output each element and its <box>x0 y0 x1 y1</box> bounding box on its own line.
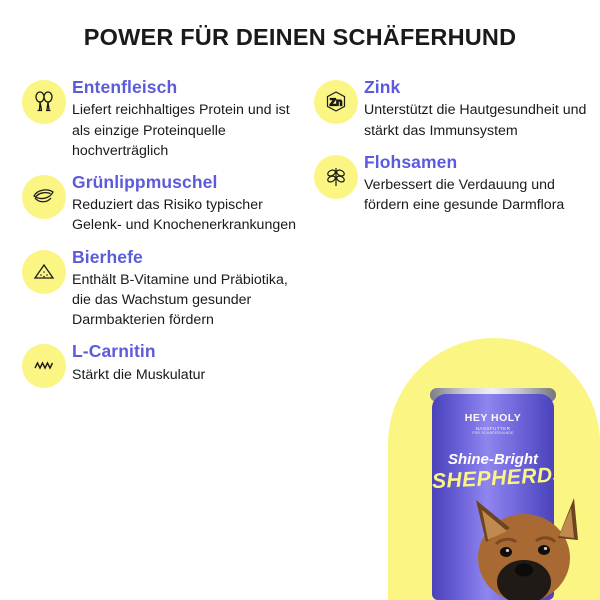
brand-name: HEY HOLY <box>464 412 522 424</box>
feature-text: Liefert reichhaltiges Protein und ist als einzige Proteinquelle hochverträglich <box>72 102 290 159</box>
features-column-right <box>310 70 595 227</box>
feature-title: Grünlippmuschel <box>72 171 218 192</box>
product-title-line2: SHEPHERDS <box>431 463 568 494</box>
psyllium-seed-icon <box>314 155 358 199</box>
feature-title: Entenfleisch <box>72 77 178 97</box>
product-title-line1: Shine-Bright <box>448 451 538 468</box>
feature-flohsamen <box>310 153 595 216</box>
feature-title: Bierhefe <box>72 246 143 267</box>
brand-subtitle-2: FÜR SCHÄFERHUNDE <box>472 431 514 435</box>
feature-title: Flohsamen <box>364 151 458 172</box>
dog-photo <box>458 484 600 600</box>
feature-title: L-Carnitin <box>72 341 156 362</box>
can-label <box>431 412 568 494</box>
green-lipped-mussel-icon <box>22 175 66 219</box>
feature-entenfleisch <box>18 78 308 161</box>
duck-meat-icon <box>22 80 66 124</box>
feature-gruenlippmuschel <box>18 173 308 236</box>
feature-text: Stärkt die Muskulatur <box>72 366 206 383</box>
brewers-yeast-icon <box>22 250 66 294</box>
brand-subtitle: NASSFUTTER <box>475 426 511 431</box>
zinc-icon <box>314 80 358 124</box>
feature-text: Enthält B-Vitamine und Präbiotika, die das Wachstum gesunder Darmbakterien fördern <box>72 271 288 329</box>
feature-text: Unterstützt die Hautgesundheit und stärkt das Immunsystem <box>364 102 587 139</box>
feature-l-carnitin <box>18 342 308 390</box>
feature-bierhefe <box>18 248 308 331</box>
feature-text: Reduziert das Risiko typischer Gelenk- und Knochenerkrankungen <box>72 197 297 234</box>
feature-zink <box>310 78 595 141</box>
page-title: POWER FÜR DEINEN SCHÄFERHUND <box>83 24 517 50</box>
zinc-symbol-text: Zn <box>329 96 343 109</box>
product-photo <box>340 338 600 600</box>
features-column-left <box>18 70 308 402</box>
feature-title: Zink <box>364 77 401 97</box>
feature-text: Verbessert die Verdauung und fördern eine gesunde Darmflora <box>364 177 565 214</box>
l-carnitine-icon <box>22 344 66 388</box>
